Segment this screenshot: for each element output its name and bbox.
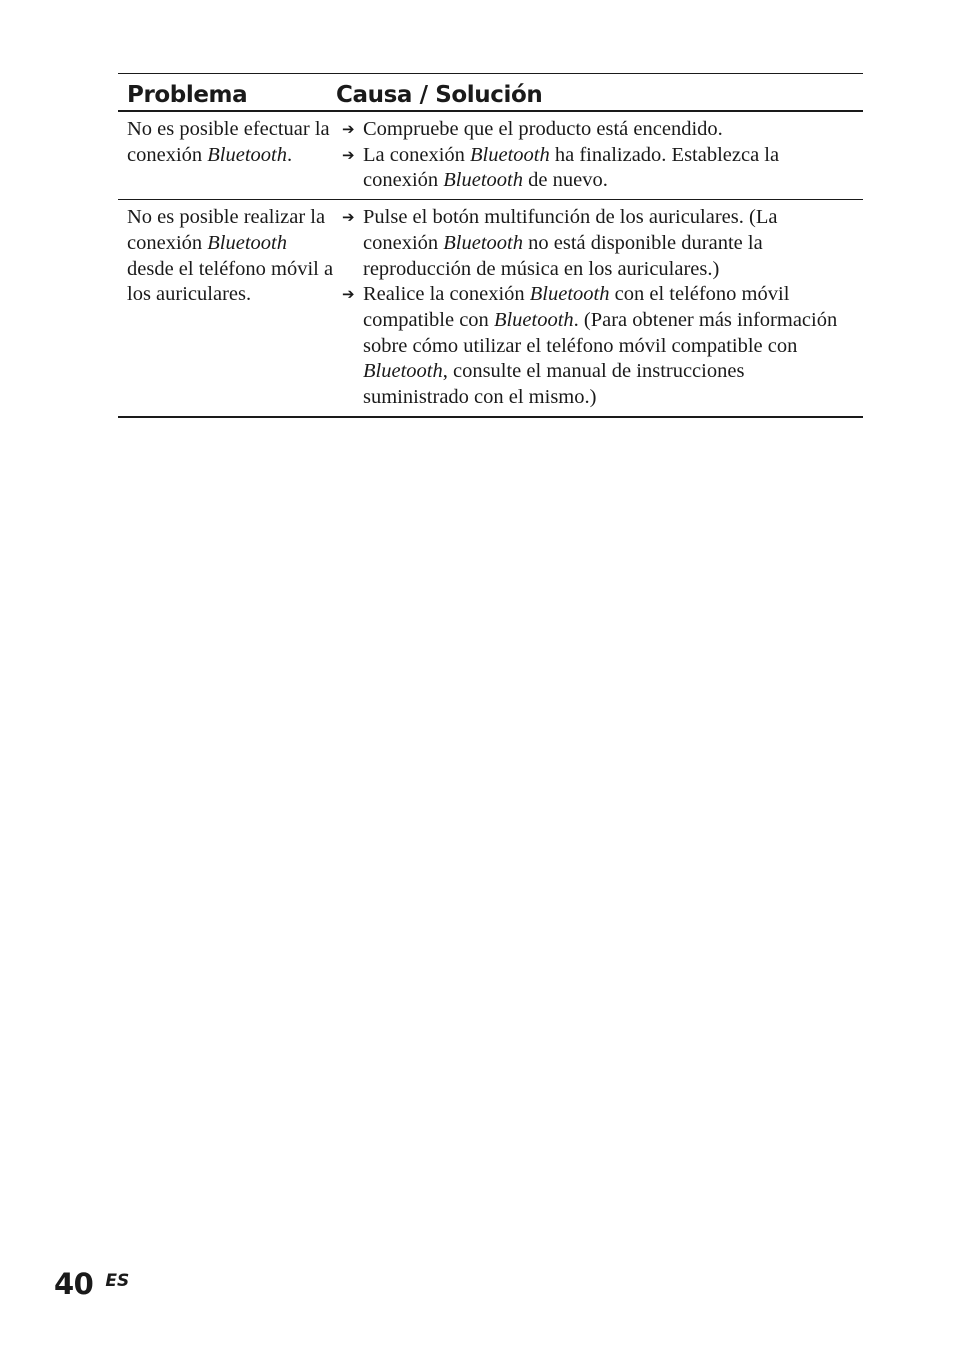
table-header-row bbox=[118, 74, 863, 112]
header-problem: Problema bbox=[127, 82, 248, 108]
text-segment: La conexión bbox=[363, 143, 471, 166]
problem-cell bbox=[118, 200, 336, 416]
text-segment: Pulse el botón multifunción de los auriculares. (La conexión bbox=[363, 206, 778, 254]
text-segment: No es posible realizar la conexión bbox=[127, 206, 326, 254]
text-segment: No es posible efectuar la conexión bbox=[127, 118, 330, 166]
solution-item bbox=[336, 205, 853, 282]
emphasis-text: Bluetooth bbox=[470, 143, 550, 166]
page-footer bbox=[54, 1262, 129, 1306]
solution-item bbox=[336, 282, 853, 411]
emphasis-text: Bluetooth bbox=[443, 231, 523, 254]
arrow-right-icon: ➔ bbox=[342, 285, 355, 304]
header-solution: Causa / Solución bbox=[336, 82, 543, 108]
table-row bbox=[118, 112, 863, 200]
solution-text bbox=[363, 117, 853, 143]
language-code: ES bbox=[105, 1271, 130, 1291]
arrow-right-icon: ➔ bbox=[342, 208, 355, 227]
solution-cell bbox=[336, 200, 863, 416]
table-row bbox=[118, 200, 863, 416]
arrow-right-icon: ➔ bbox=[342, 120, 355, 138]
solution-list bbox=[336, 117, 853, 194]
page-number: 40 bbox=[54, 1267, 94, 1301]
problem-cell bbox=[118, 112, 336, 199]
emphasis-text: Bluetooth bbox=[207, 231, 287, 254]
text-segment: no está disponible durante la reproducción de música en los auriculares.) bbox=[363, 231, 763, 280]
text-segment: , consulte el manual de instrucciones suministrado con el mismo.) bbox=[363, 360, 745, 409]
text-segment: . bbox=[287, 143, 293, 166]
arrow-right-icon: ➔ bbox=[342, 145, 355, 164]
solution-item bbox=[336, 117, 853, 143]
text-segment: . (Para obtener más información sobre cómo utilizar el teléfono móvil compatible con bbox=[363, 308, 838, 357]
solution-cell bbox=[336, 112, 863, 199]
table-body bbox=[118, 112, 863, 416]
text-segment: Compruebe que el producto está encendido. bbox=[363, 118, 723, 140]
solution-item bbox=[336, 143, 853, 194]
text-segment: ha finalizado. Establezca la conexión bbox=[363, 143, 780, 192]
solution-text bbox=[363, 282, 853, 411]
solution-list bbox=[336, 205, 853, 411]
text-segment: con el teléfono móvil compatible con bbox=[363, 283, 790, 331]
text-segment: Realice la conexión bbox=[363, 283, 530, 306]
text-segment: desde el teléfono móvil a los auriculares. bbox=[127, 257, 334, 306]
troubleshooting-table bbox=[118, 73, 863, 418]
emphasis-text: Bluetooth bbox=[363, 360, 443, 383]
solution-text bbox=[363, 205, 853, 282]
emphasis-text: Bluetooth bbox=[207, 143, 287, 166]
emphasis-text: Bluetooth bbox=[529, 283, 610, 306]
text-segment: de nuevo. bbox=[523, 169, 608, 192]
emphasis-text: Bluetooth bbox=[493, 308, 574, 331]
solution-text bbox=[363, 143, 853, 194]
emphasis-text: Bluetooth bbox=[443, 169, 523, 192]
